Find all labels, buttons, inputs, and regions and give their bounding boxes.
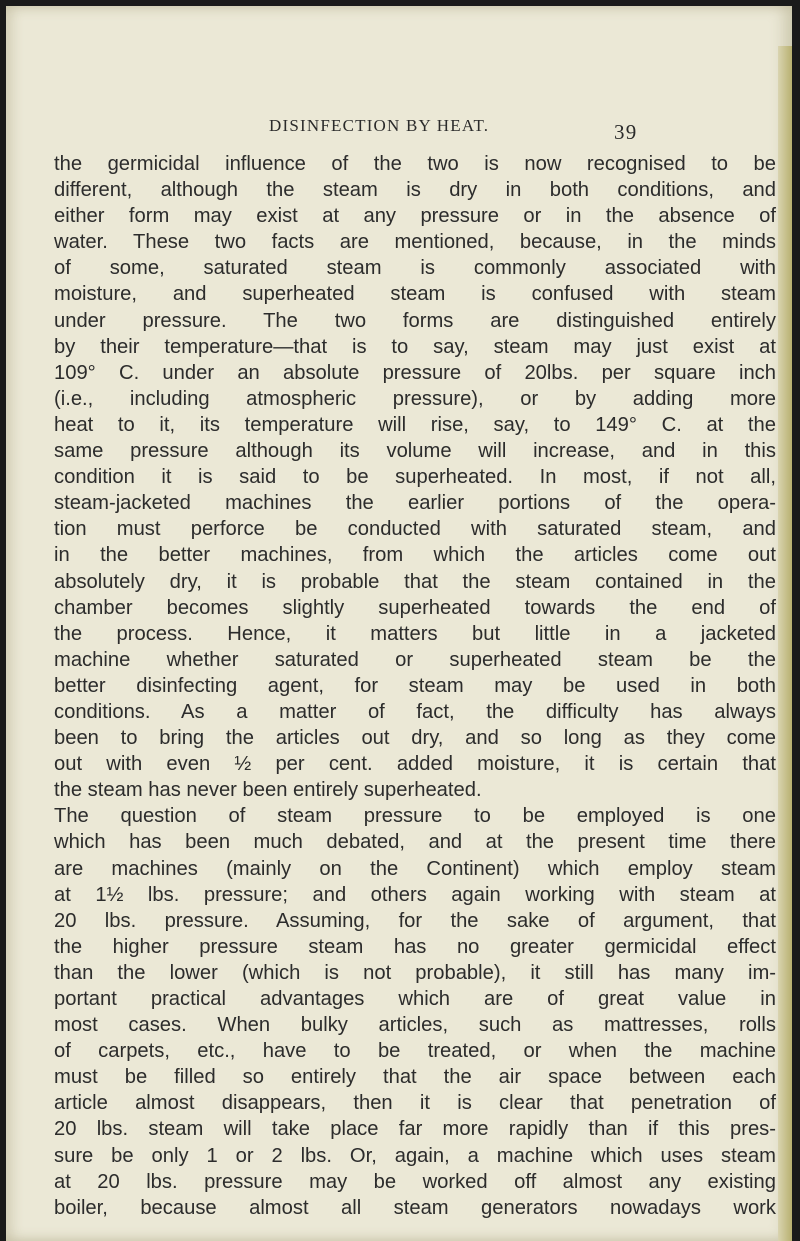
text-line: boiler, because almost all steam generators nowadays work xyxy=(54,1196,776,1219)
text-line: The question of steam pressure to be employed is one xyxy=(54,805,776,828)
text-line: the germicidal influence of the two is now recognised to be xyxy=(54,153,776,175)
text-line: are machines (mainly on the Continent) which employ steam xyxy=(54,857,776,880)
text-line: heat to it, its temperature will rise, say, to 149° C. at the xyxy=(54,413,776,436)
text-line: condition it is said to be superheated. In most, if not all, xyxy=(54,466,776,489)
text-line: at 1½ lbs. pressure; and others again working with steam at xyxy=(54,883,776,906)
text-line: portant practical advantages which are of great value in xyxy=(54,988,776,1010)
text-line: (i.e., including atmospheric pressure), or by adding more xyxy=(54,387,776,410)
text-line: than the lower (which is not probable), it still has many im- xyxy=(54,961,776,984)
text-line: which has been much debated, and at the present time there xyxy=(54,831,776,854)
text-line: steam-jacketed machines the earlier portions of the opera- xyxy=(54,492,776,515)
text-line: better disinfecting agent, for steam may be used in both xyxy=(54,674,776,697)
text-line: different, although the steam is dry in both conditions, and xyxy=(54,179,776,202)
text-line: the steam has never been entirely superheated. xyxy=(54,779,482,802)
text-line: the higher pressure steam has no greater germicidal effect xyxy=(54,935,776,958)
page-number: 39 xyxy=(614,120,638,144)
text-line: water. These two facts are mentioned, because, in the minds xyxy=(54,231,776,254)
text-line: the process. Hence, it matters but little in a jacketed xyxy=(54,622,776,645)
text-line: by their temperature—that is to say, steam may just exist at xyxy=(54,335,776,358)
text-line: either form may exist at any pressure or in the absence of xyxy=(54,205,776,228)
body-text xyxy=(54,151,776,1221)
running-title: DISINFECTION BY HEAT. xyxy=(269,116,490,135)
page-edge-shadow xyxy=(778,46,792,1241)
text-line: in the better machines, from which the articles come out xyxy=(54,544,776,567)
text-line: machine whether saturated or superheated steam be the xyxy=(54,648,776,671)
text-line: article almost disappears, then it is clear that penetration of xyxy=(54,1092,776,1115)
text-line: same pressure although its volume will increase, and in this xyxy=(54,440,776,463)
text-line: absolutely dry, it is probable that the steam contained in the xyxy=(54,570,776,593)
text-line: at 20 lbs. pressure may be worked off almost any existing xyxy=(54,1170,776,1193)
text-line: 20 lbs. steam will take place far more rapidly than if this pres- xyxy=(54,1118,776,1141)
text-line: out with even ½ per cent. added moisture, it is certain that xyxy=(54,753,776,776)
text-line: sure be only 1 or 2 lbs. Or, again, a machine which uses steam xyxy=(54,1144,776,1167)
text-line: must be filled so entirely that the air space between each xyxy=(54,1066,776,1089)
text-line: under pressure. The two forms are distinguished entirely xyxy=(54,309,776,332)
text-line: conditions. As a matter of fact, the difficulty has always xyxy=(54,700,776,723)
text-line: of carpets, etc., have to be treated, or when the machine xyxy=(54,1040,776,1063)
text-line: of some, saturated steam is commonly associated with xyxy=(54,257,776,280)
text-line: most cases. When bulky articles, such as mattresses, rolls xyxy=(54,1014,776,1037)
text-line: tion must perforce be conducted with saturated steam, and xyxy=(54,518,776,541)
text-line: been to bring the articles out dry, and so long as they come xyxy=(54,727,776,750)
text-line: 109° C. under an absolute pressure of 20lbs. per square inch xyxy=(54,361,776,384)
text-line: 20 lbs. pressure. Assuming, for the sake of argument, that xyxy=(54,909,776,932)
text-line: chamber becomes slightly superheated towards the end of xyxy=(54,596,776,619)
book-page xyxy=(6,6,792,1241)
text-line: moisture, and superheated steam is confused with steam xyxy=(54,283,776,306)
